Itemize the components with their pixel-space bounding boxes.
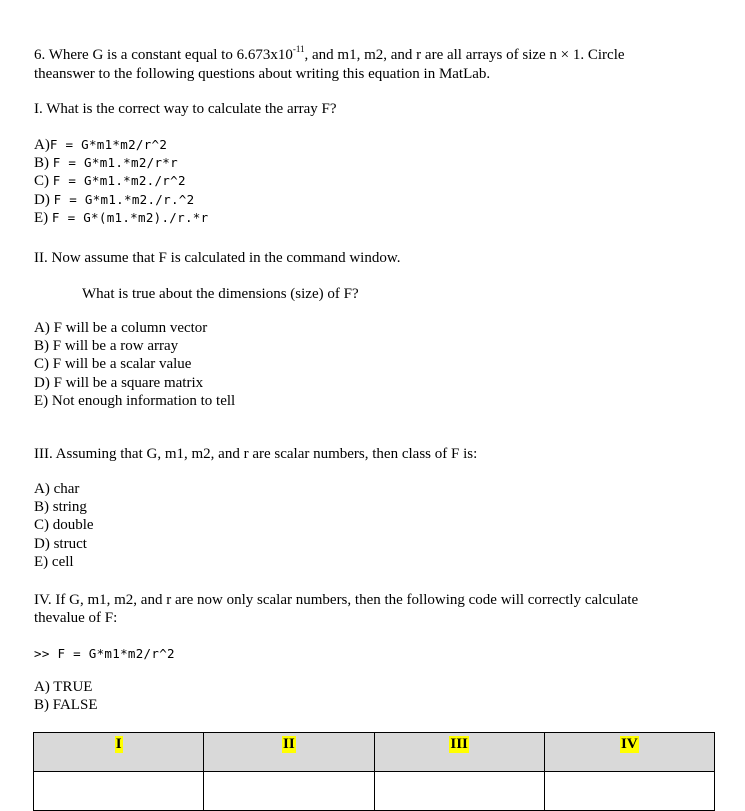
answer-header-iv: IV [621, 736, 638, 752]
option-code: F = G*m1.*m2./r.^2 [53, 192, 195, 207]
part1-prompt: I. What is the correct way to calculate the array F? [34, 101, 337, 117]
option-code: F = G*m1*m2/r^2 [49, 137, 168, 152]
answer-header-cell [204, 733, 374, 772]
answer-cell-iv[interactable] [544, 772, 714, 811]
option-code: F = G*m1.*m2/r*r [52, 155, 178, 170]
option-label: B) [34, 155, 53, 171]
answer-header-cell [544, 733, 714, 772]
option-label: A) [34, 137, 50, 153]
answer-header-iii: III [450, 736, 468, 752]
part2-option-c[interactable]: C) F will be a scalar value [34, 356, 192, 372]
question-line-1 [34, 46, 625, 64]
part1-option-d[interactable] [34, 191, 194, 209]
answer-cell-i[interactable] [34, 772, 204, 811]
part3-option-e[interactable]: E) cell [34, 554, 74, 570]
part1-option-e[interactable] [34, 209, 208, 227]
answer-header-i: I [115, 736, 122, 752]
option-label: D) [34, 192, 54, 208]
answer-header-cell [34, 733, 204, 772]
part2-prompt: II. Now assume that F is calculated in the command window. [34, 250, 401, 266]
part4-option-a[interactable]: A) TRUE [34, 679, 93, 695]
part2-option-e[interactable]: E) Not enough information to tell [34, 393, 236, 409]
answer-header-ii: II [283, 736, 295, 752]
option-label: E) [34, 210, 52, 226]
part2-option-b[interactable]: B) F will be a row array [34, 338, 179, 354]
question-line-2: theanswer to the following questions about writing this equation in MatLab. [34, 66, 491, 82]
option-label: C) [34, 173, 53, 189]
part2-option-d[interactable]: D) F will be a square matrix [34, 375, 204, 391]
option-code: F = G*m1.*m2./r^2 [52, 173, 186, 188]
part3-option-b[interactable]: B) string [34, 499, 87, 515]
part4-prompt-line-2: thevalue of F: [34, 610, 118, 626]
question-text: 6. Where G is a constant equal to 6.673x10 [34, 47, 293, 63]
part3-option-c[interactable]: C) double [34, 517, 94, 533]
exponent: -11 [292, 44, 305, 54]
part2-subprompt: What is true about the dimensions (size) of F? [82, 286, 359, 302]
answer-header-cell [374, 733, 544, 772]
answer-cell-ii[interactable] [204, 772, 374, 811]
part3-option-a[interactable]: A) char [34, 481, 80, 497]
part2-option-a[interactable]: A) F will be a column vector [34, 320, 208, 336]
part1-option-b[interactable] [34, 154, 178, 172]
answer-table-header-row [34, 733, 715, 772]
part1-option-a[interactable] [34, 136, 167, 154]
answer-cell-iii[interactable] [374, 772, 544, 811]
answer-table [33, 732, 715, 811]
answer-table-input-row [34, 772, 715, 811]
part4-option-b[interactable]: B) FALSE [34, 697, 98, 713]
part1-option-c[interactable] [34, 172, 186, 190]
question-text-cont: , and m1, m2, and r are all arrays of size n × 1. Circle [304, 47, 625, 63]
part3-option-d[interactable]: D) struct [34, 536, 87, 552]
part4-prompt-line-1: IV. If G, m1, m2, and r are now only scalar numbers, then the following code will correctly calculate [34, 592, 639, 608]
part3-prompt: III. Assuming that G, m1, m2, and r are scalar numbers, then class of F is: [34, 446, 478, 462]
option-code: F = G*(m1.*m2)./r.*r [51, 210, 209, 225]
part4-code: >> F = G*m1*m2/r^2 [34, 646, 175, 661]
